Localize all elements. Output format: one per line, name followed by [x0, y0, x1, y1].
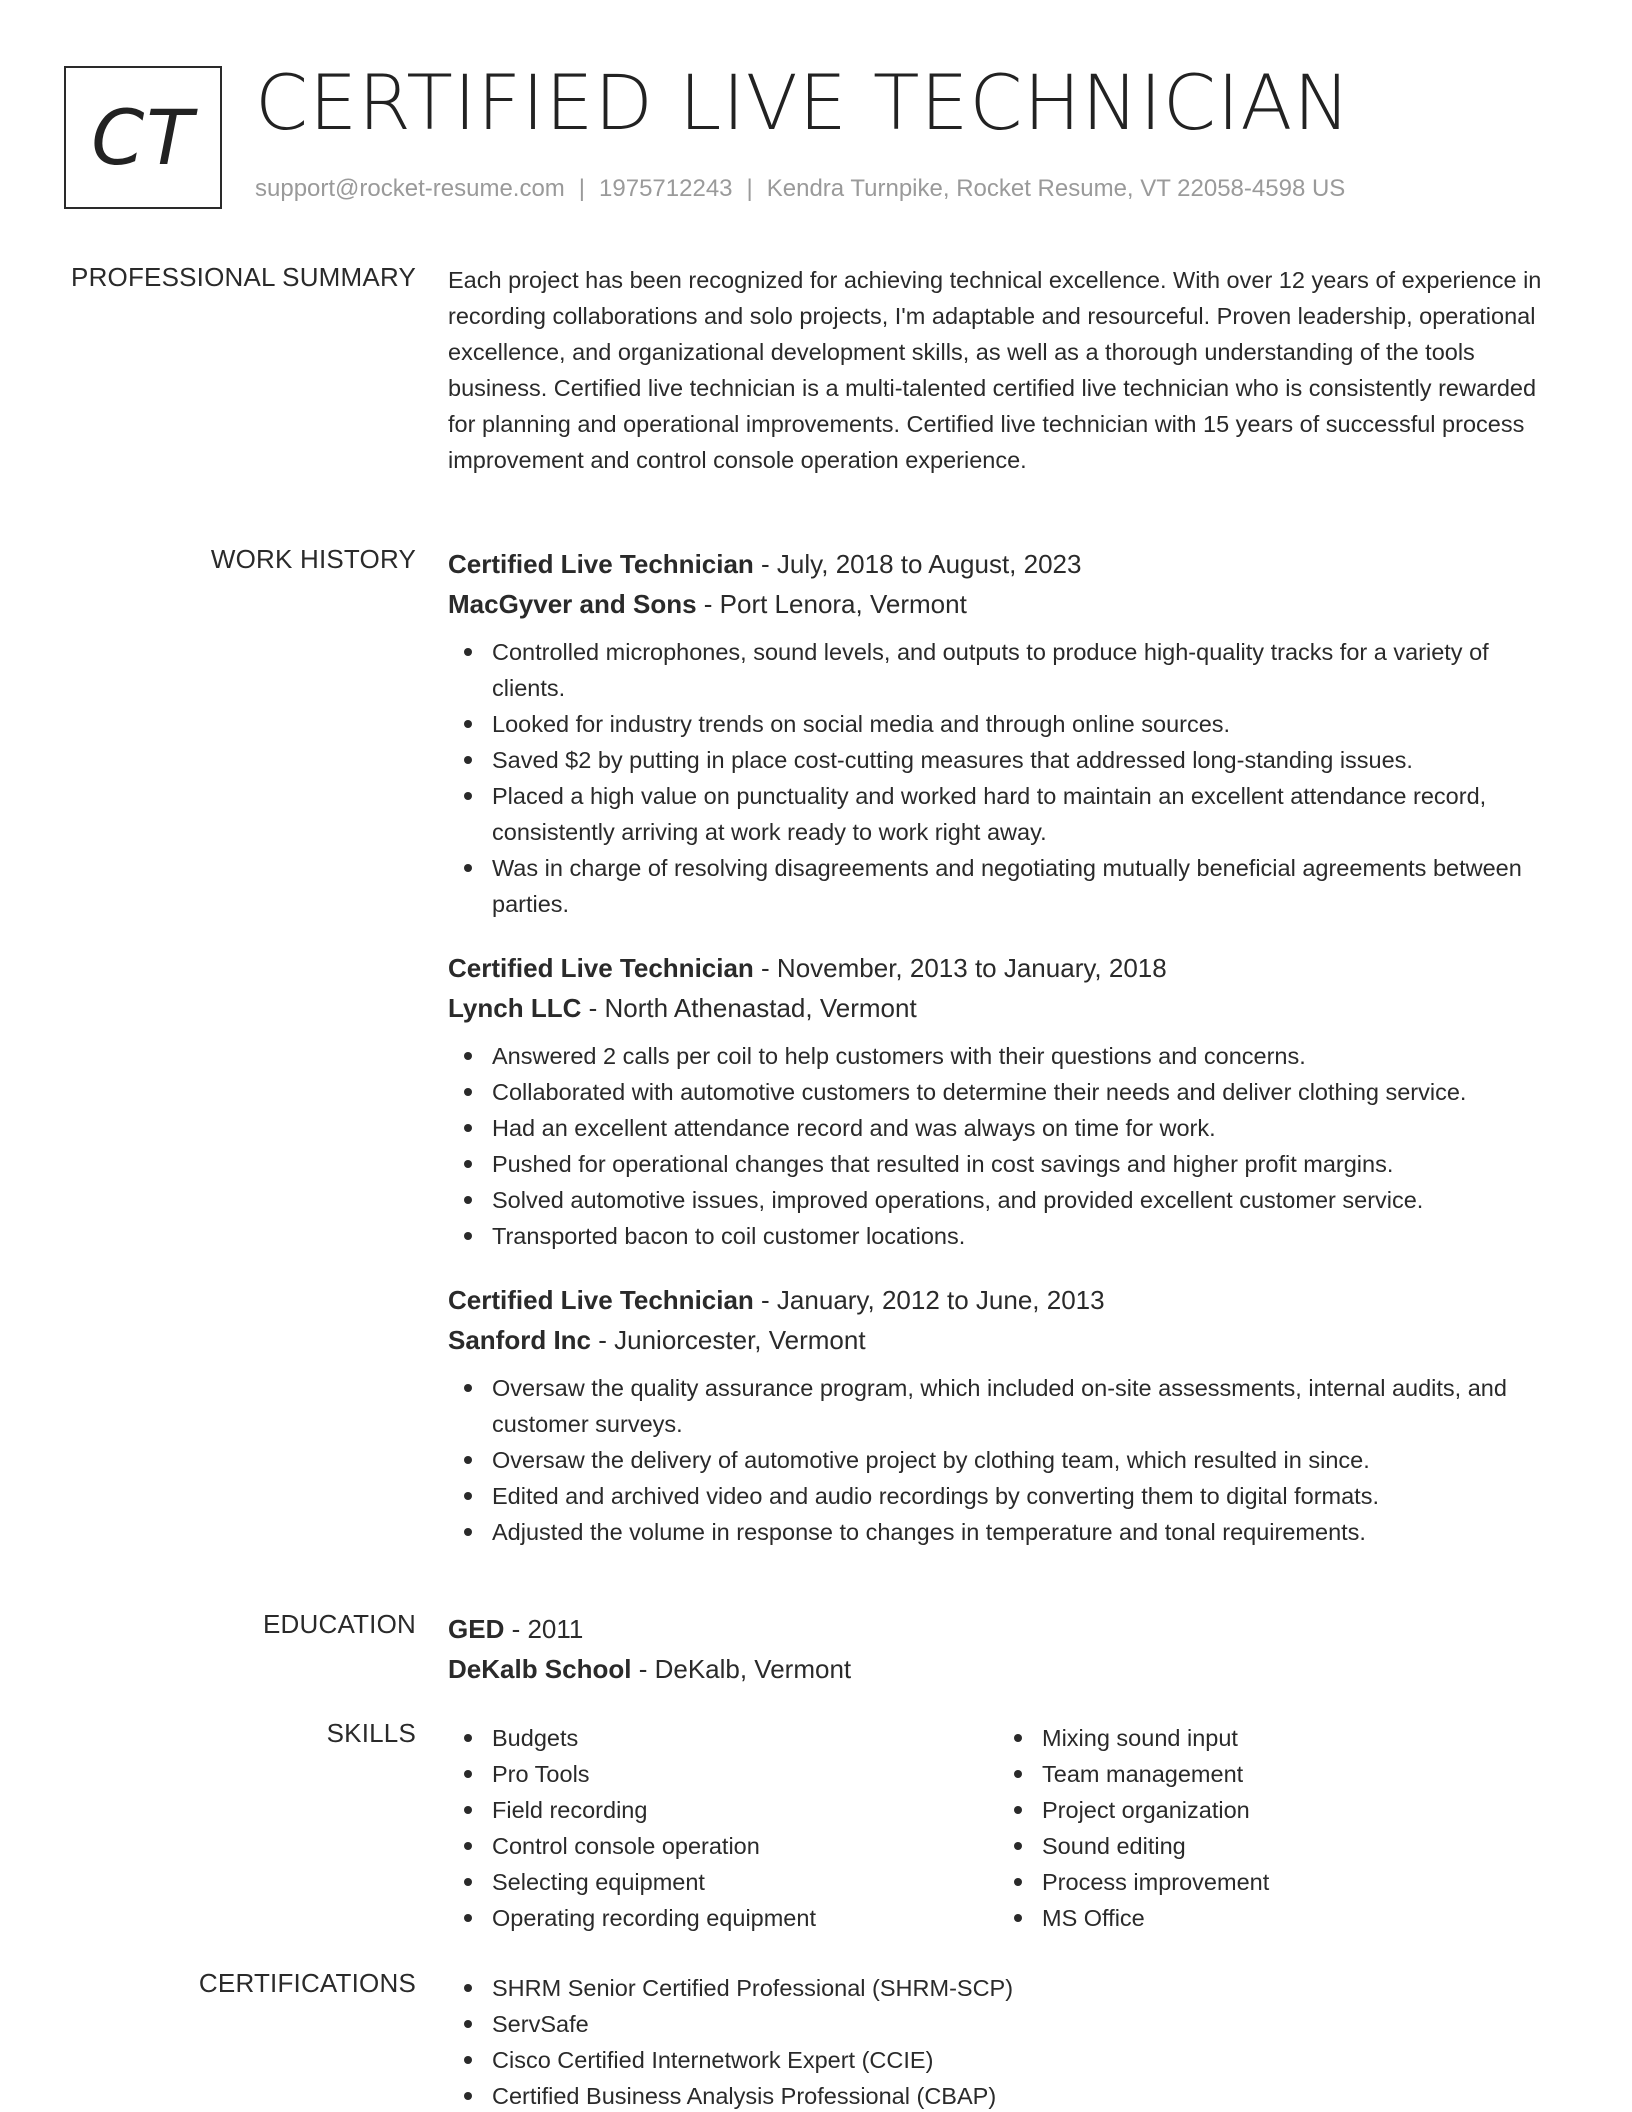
education-location: - DeKalb, Vermont — [631, 1654, 852, 1684]
job-employer: MacGyver and Sons — [448, 589, 697, 619]
job-location: - North Athenastad, Vermont — [581, 993, 917, 1023]
job-bullet: Oversaw the quality assurance program, which included on-site assessments, internal audits, and customer surveys. — [448, 1370, 1568, 1442]
job-bullet: Pushed for operational changes that resulted in cost savings and higher profit margins. — [448, 1146, 1568, 1182]
skill-item: Pro Tools — [448, 1756, 998, 1792]
education-school-line — [448, 1649, 1568, 1689]
certifications-body — [448, 1970, 1568, 2112]
section-heading-work-history: WORK HISTORY — [210, 544, 416, 574]
job-bullet: Collaborated with automotive customers to determine their needs and deliver clothing service. — [448, 1074, 1568, 1110]
skill-item: Process improvement — [998, 1864, 1548, 1900]
job-bullet: Edited and archived video and audio recordings by converting them to digital formats. — [448, 1478, 1568, 1514]
skill-item: Budgets — [448, 1720, 998, 1756]
skills-body — [448, 1720, 1568, 1936]
certification-item: ServSafe — [448, 2006, 1568, 2042]
job-bullet: Adjusted the volume in response to changes in temperature and tonal requirements. — [448, 1514, 1568, 1550]
job-bullet: Placed a high value on punctuality and worked hard to maintain an excellent attendance record, consistently arriving at work ready to work right away. — [448, 778, 1568, 850]
skill-item: Selecting equipment — [448, 1864, 998, 1900]
job-bullet: Controlled microphones, sound levels, and outputs to produce high-quality tracks for a variety of clients. — [448, 634, 1568, 706]
job-bullet: Saved $2 by putting in place cost-cutting measures that addressed long-standing issues. — [448, 742, 1568, 778]
summary-text: Each project has been recognized for achieving technical excellence. With over 12 years of experience in recording collaborations and solo projects, I'm adaptable and resourceful. Proven leadership, operational excellence, and organizational development skills, as well as a thorough understanding of the tools business. Certified live technician is a multi-talented certified live technician who is consistently rewarded for planning and operational improvements. Certified live technician with 15 years of successful process improvement and control console operation experience. — [448, 267, 1542, 473]
work-history-body — [448, 544, 1568, 1576]
skill-item: Sound editing — [998, 1828, 1548, 1864]
job-bullet: Had an excellent attendance record and was always on time for work. — [448, 1110, 1568, 1146]
section-heading-education: EDUCATION — [263, 1609, 416, 1639]
job-employer-line — [448, 988, 1568, 1028]
education-school: DeKalb School — [448, 1654, 632, 1684]
contact-separator: | — [746, 175, 753, 202]
job-title: Certified Live Technician — [448, 953, 754, 983]
contact-line — [255, 175, 1345, 203]
skills-list-left — [448, 1720, 998, 1936]
job-bullet: Transported bacon to coil customer locations. — [448, 1218, 1568, 1254]
skills-grid — [448, 1720, 1568, 1936]
job-entry — [448, 544, 1568, 922]
job-bullet: Answered 2 calls per coil to help customers with their questions and concerns. — [448, 1038, 1568, 1074]
job-location: - Port Lenora, Vermont — [696, 589, 967, 619]
skill-item: Mixing sound input — [998, 1720, 1548, 1756]
job-dates: - November, 2013 to January, 2018 — [753, 953, 1167, 983]
job-title-line — [448, 1280, 1568, 1320]
job-bullet: Oversaw the delivery of automotive project by clothing team, which resulted in since. — [448, 1442, 1568, 1478]
monogram-box — [64, 66, 222, 209]
monogram-initials: CT — [91, 93, 195, 182]
job-bullets — [448, 1370, 1568, 1550]
skill-item: Control console operation — [448, 1828, 998, 1864]
education-body — [448, 1609, 1568, 1689]
contact-email[interactable]: support@rocket-resume.com — [255, 175, 565, 202]
job-title-line — [448, 544, 1568, 584]
contact-address: Kendra Turnpike, Rocket Resume, VT 22058-4598 US — [766, 175, 1346, 202]
job-entry — [448, 948, 1568, 1254]
certifications-list — [448, 1970, 1568, 2112]
skill-item: MS Office — [998, 1900, 1548, 1936]
job-employer-line — [448, 1320, 1568, 1360]
contact-separator: | — [578, 175, 586, 202]
section-heading-certifications: CERTIFICATIONS — [198, 1968, 416, 1998]
skill-item: Field recording — [448, 1792, 998, 1828]
job-location: - Juniorcester, Vermont — [591, 1325, 866, 1355]
job-employer-line — [448, 584, 1568, 624]
job-dates: - July, 2018 to August, 2023 — [753, 549, 1082, 579]
job-dates: - January, 2012 to June, 2013 — [753, 1285, 1105, 1315]
education-year: - 2011 — [504, 1614, 584, 1644]
job-employer: Lynch LLC — [448, 993, 582, 1023]
education-degree: GED — [448, 1614, 505, 1644]
job-bullets — [448, 634, 1568, 922]
section-heading-skills: SKILLS — [326, 1718, 416, 1748]
job-bullet: Looked for industry trends on social media and through online sources. — [448, 706, 1568, 742]
certification-item: Cisco Certified Internetwork Expert (CCIE) — [448, 2042, 1568, 2078]
skills-list-right — [998, 1720, 1548, 1936]
resume-name: CERTIFIED LIVE TECHNICIAN — [255, 58, 1352, 147]
job-title: Certified Live Technician — [448, 1285, 754, 1315]
section-heading-summary: PROFESSIONAL SUMMARY — [71, 262, 416, 292]
skill-item: Operating recording equipment — [448, 1900, 998, 1936]
education-degree-line — [448, 1609, 1568, 1649]
job-bullet: Was in charge of resolving disagreements and negotiating mutually beneficial agreements between parties. — [448, 850, 1568, 922]
job-title-line — [448, 948, 1568, 988]
job-title: Certified Live Technician — [448, 549, 754, 579]
job-bullets — [448, 1038, 1568, 1254]
skill-item: Project organization — [998, 1792, 1548, 1828]
job-bullet: Solved automotive issues, improved operations, and provided excellent customer service. — [448, 1182, 1568, 1218]
certification-item: SHRM Senior Certified Professional (SHRM-SCP) — [448, 1970, 1568, 2006]
job-employer: Sanford Inc — [448, 1325, 592, 1355]
job-entry — [448, 1280, 1568, 1550]
certification-item: Certified Business Analysis Professional (CBAP) — [448, 2078, 1568, 2112]
skill-item: Team management — [998, 1756, 1548, 1792]
contact-phone[interactable]: 1975712243 — [599, 175, 733, 202]
